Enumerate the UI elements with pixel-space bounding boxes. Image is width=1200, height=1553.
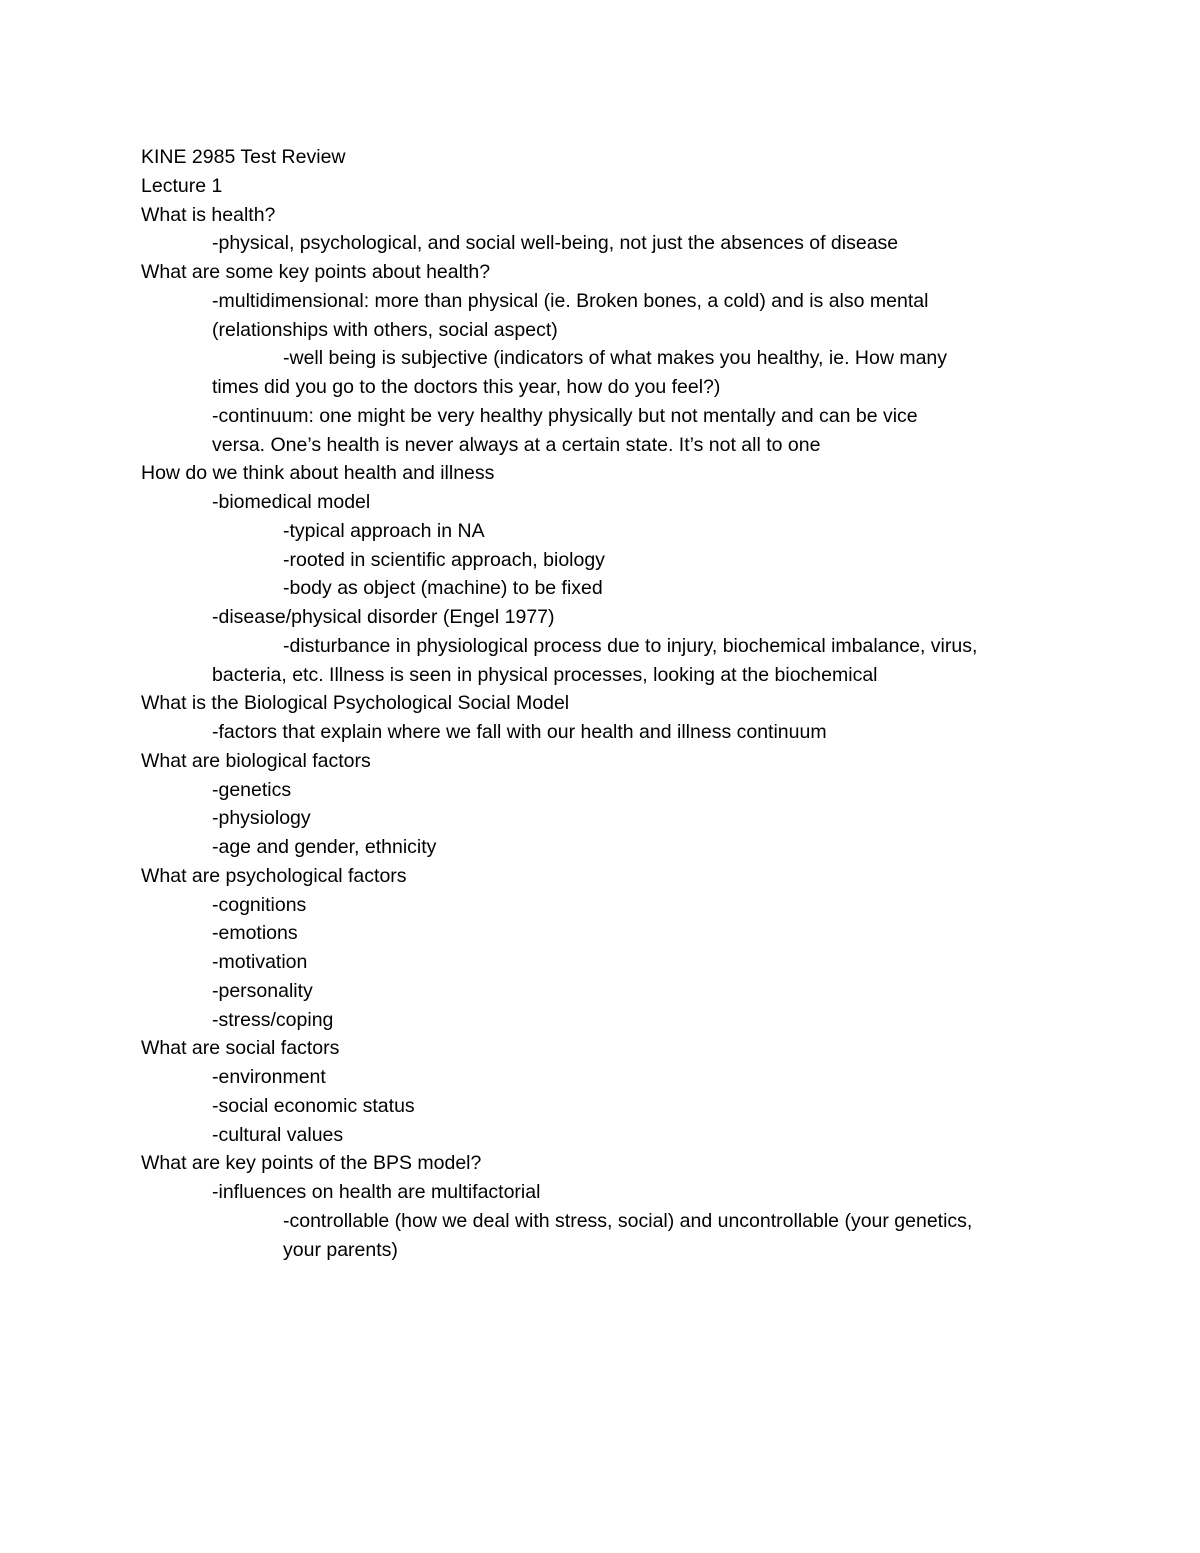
document-line: (relationships with others, social aspect) bbox=[212, 318, 558, 341]
document-body bbox=[141, 143, 1071, 1264]
document-line: -cognitions bbox=[212, 893, 307, 916]
document-line: What are psychological factors bbox=[141, 864, 407, 887]
document-line: -stress/coping bbox=[212, 1008, 334, 1031]
document-line: your parents) bbox=[283, 1238, 398, 1261]
document-line: -well being is subjective (indicators of what makes you healthy, ie. How many bbox=[283, 347, 948, 370]
document-line: -motivation bbox=[212, 951, 308, 973]
document-line: -typical approach in NA bbox=[283, 519, 485, 542]
document-line: -social economic status bbox=[212, 1094, 415, 1117]
document-line: -influences on health are multifactorial bbox=[212, 1181, 541, 1203]
document-line: -environment bbox=[212, 1066, 326, 1088]
document-line: -continuum: one might be very healthy physically but not mentally and can be vice bbox=[212, 404, 918, 427]
document-line: What is health? bbox=[141, 203, 276, 226]
document-line: -disturbance in physiological process due to injury, biochemical imbalance, virus, bbox=[283, 634, 978, 657]
document-line: What is the Biological Psychological Social Model bbox=[141, 692, 570, 715]
document-line: -cultural values bbox=[212, 1123, 344, 1146]
document-line: -multidimensional: more than physical (ie. Broken bones, a cold) and is also mental bbox=[212, 289, 929, 312]
document-line: -rooted in scientific approach, biology bbox=[283, 548, 605, 571]
document-line: KINE 2985 Test Review bbox=[141, 146, 346, 168]
document-line: What are key points of the BPS model? bbox=[141, 1152, 482, 1175]
document-line: -personality bbox=[212, 979, 313, 1002]
document-line: -physiology bbox=[212, 807, 311, 830]
document-line: What are some key points about health? bbox=[141, 261, 491, 283]
document-line: -biomedical model bbox=[212, 491, 371, 513]
document-line: versa. One’s health is never always at a certain state. It’s not all to one bbox=[212, 433, 821, 456]
document-line: Lecture 1 bbox=[141, 174, 223, 197]
document-line: times did you go to the doctors this year, how do you feel?) bbox=[212, 376, 721, 398]
document-line: -body as object (machine) to be fixed bbox=[283, 577, 603, 600]
document-line: -physical, psychological, and social well-being, not just the absences of disease bbox=[212, 232, 899, 255]
document-line: What are social factors bbox=[141, 1037, 340, 1060]
document-line: How do we think about health and illness bbox=[141, 462, 495, 485]
document-line: -disease/physical disorder (Engel 1977) bbox=[212, 606, 555, 628]
document-line: -emotions bbox=[212, 922, 298, 945]
document-line: bacteria, etc. Illness is seen in physical processes, looking at the biochemical bbox=[212, 663, 878, 686]
document-line: -age and gender, ethnicity bbox=[212, 836, 437, 858]
document-line: What are biological factors bbox=[141, 749, 371, 772]
document-line: -controllable (how we deal with stress, social) and uncontrollable (your genetics, bbox=[283, 1209, 973, 1232]
document-line: -factors that explain where we fall with our health and illness continuum bbox=[212, 721, 827, 743]
document-line: -genetics bbox=[212, 778, 292, 801]
